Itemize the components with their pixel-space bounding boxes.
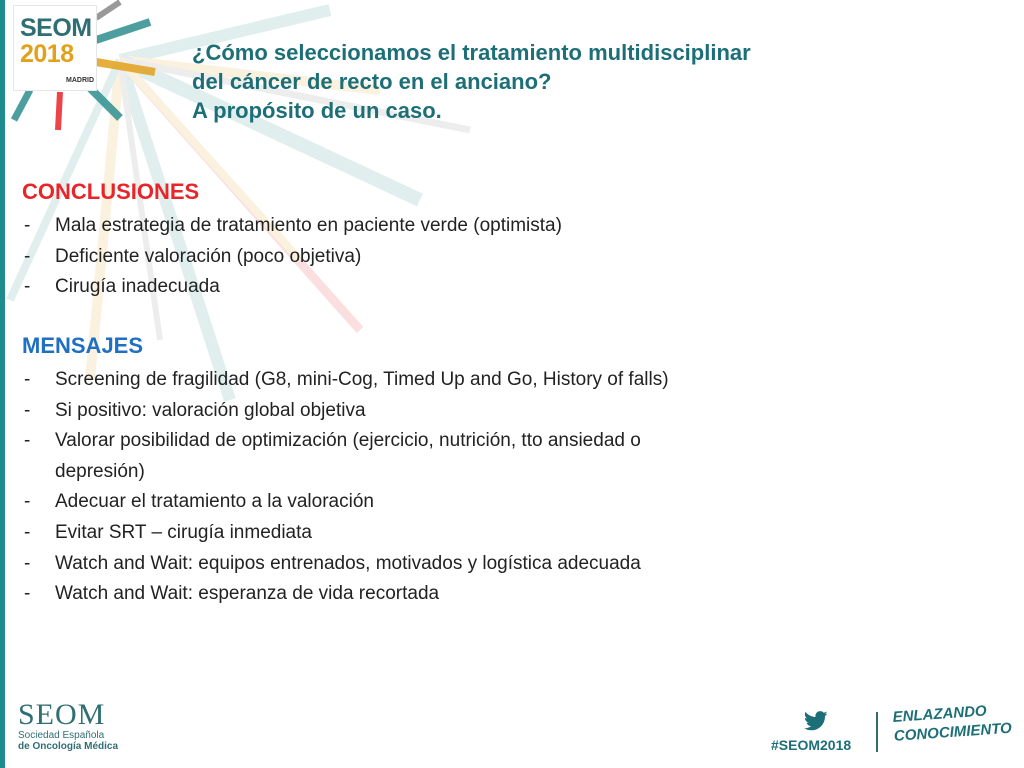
- bullet-dash: -: [24, 583, 31, 605]
- title-line-2: del cáncer de recto en el anciano?: [192, 69, 552, 94]
- motto-line-2: CONOCIMIENTO: [893, 719, 1013, 745]
- item-text: depresión): [55, 460, 145, 482]
- item-text: Screening de fragilidad (G8, mini-Cog, Timed Up and Go, History of falls): [55, 369, 669, 390]
- bullet-dash: -: [24, 276, 31, 298]
- enlazando-conocimiento-motto: [892, 700, 1012, 746]
- item-text: Deficiente valoración (poco objetiva): [55, 245, 362, 267]
- org-name: SEOM: [18, 698, 106, 731]
- org-subtitle-line-1: Sociedad Española: [18, 730, 105, 741]
- slide-title: [192, 38, 751, 125]
- mensajes-list: [22, 365, 669, 610]
- title-line-1: ¿Cómo seleccionamos el tratamiento multidisciplinar: [192, 40, 751, 65]
- item-text: Si positivo: valoración global objetiva: [55, 399, 366, 421]
- item-text: Watch and Wait: equipos entrenados, motivados y logística adecuada: [55, 552, 641, 574]
- list-item: [22, 396, 669, 427]
- item-text: Valorar posibilidad de optimización (ejercicio, nutrición, tto ansiedad o: [55, 430, 641, 452]
- mensajes-heading: MENSAJES: [22, 333, 144, 358]
- title-line-3: A propósito de un caso.: [192, 98, 442, 123]
- list-item: [22, 242, 562, 273]
- conclusiones-list: [22, 211, 562, 303]
- item-text: Cirugía inadecuada: [55, 276, 220, 298]
- bullet-dash: -: [24, 491, 31, 513]
- twitter-bird-icon: [804, 710, 828, 732]
- conclusiones-heading: CONCLUSIONES: [22, 179, 200, 204]
- logo-brand: SEOM: [20, 14, 92, 42]
- motto-line-1: ENLAZANDO: [892, 702, 988, 726]
- logo-city: MADRID: [66, 77, 94, 84]
- list-item: [22, 579, 669, 610]
- logo-year: 2018: [20, 40, 74, 68]
- org-subtitle: [18, 730, 118, 752]
- item-text: Mala estrategia de tratamiento en paciente verde (optimista): [55, 215, 562, 236]
- list-item: [22, 426, 669, 457]
- list-item: [22, 487, 669, 518]
- list-item-continuation: [22, 457, 669, 488]
- bullet-dash: -: [24, 552, 31, 574]
- bullet-dash: -: [24, 430, 31, 452]
- org-subtitle-line-2: de Oncología Médica: [18, 741, 119, 752]
- list-item: [22, 549, 669, 580]
- hashtag: #SEOM2018: [771, 737, 852, 753]
- list-item: [22, 211, 562, 242]
- bullet-dash: -: [24, 521, 31, 543]
- seom-2018-logo: [14, 6, 96, 90]
- item-text: Watch and Wait: esperanza de vida recortada: [55, 583, 440, 605]
- bullet-dash: -: [24, 245, 31, 267]
- bullet-dash: -: [24, 399, 31, 421]
- seom-footer-logo: [18, 700, 118, 752]
- item-text: Adecuar el tratamiento a la valoración: [55, 491, 374, 513]
- bullet-dash: -: [24, 215, 31, 236]
- list-item: [22, 365, 669, 396]
- bullet-dash: -: [24, 369, 31, 390]
- list-item: [22, 518, 669, 549]
- list-item: [22, 272, 562, 303]
- footer-divider: [876, 712, 878, 752]
- item-text: Evitar SRT – cirugía inmediata: [55, 521, 312, 543]
